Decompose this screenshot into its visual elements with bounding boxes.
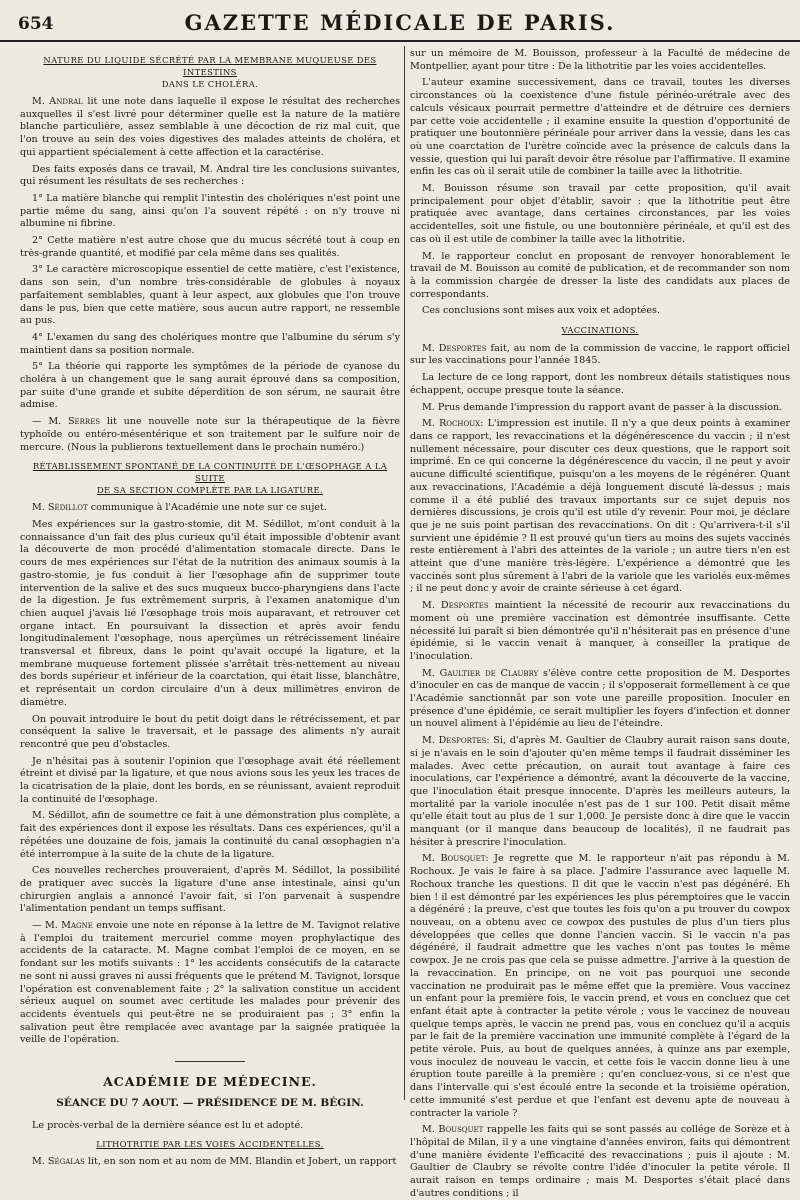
section-heading-oesophage: RÉTABLISSEMENT SPONTANÉ DE LA CONTINUITÉ DE L'ŒSOPHAGE A LA SUITE DE SA SECTION COMPLÈTE PAR LA LIGATURE. — [32, 461, 388, 496]
paragraph: M. Gaultier de Claubry s'élève contre cette proposition de M. Desportes d'inoculer en cas de manque de vaccin ; il s'opposerait formellement à ce que l'Académie sanctionnât par son vote une pareille proposition. Inoculer en présence d'une épidémie, ce serait multiplier les foyers d'infection et donner un nouvel aliment à l'épidémie au lieu de l'éteindre. — [410, 667, 790, 730]
paragraph: Je n'hésitai pas à soutenir l'opinion que l'œsophage avait été réellement étreint et divisé par la ligature, et que nous avions sous les yeux les traces de la cicatrisation de la plaie, dont les bords, en se réunissant, avaient reproduit la continuité de l'œsophage. — [20, 755, 400, 805]
paragraph: 4° L'examen du sang des cholériques montre que l'albumine du sérum s'y maintient dans sa position normale. — [20, 331, 400, 356]
section-rule — [175, 1061, 245, 1062]
paragraph: sur un mémoire de M. Bouisson, professeur à la Faculté de médecine de Montpellier, ayant pour titre : De la lithotritie par les voies accidentelles. — [410, 48, 790, 72]
column-divider — [404, 46, 405, 1100]
academy-title: ACADÉMIE DE MÉDECINE. — [103, 1074, 317, 1090]
paragraph: M. le rapporteur conclut en proposant de renvoyer honorablement le travail de M. Bouisson au comité de publication, et de recommander son nom à la commission chargée de dresser la liste des candidats aux places de correspondants. — [410, 250, 790, 300]
paragraph: M. Bousquet rappelle les faits qui se sont passés au collége de Sorèze et à l'hôpital de Milan, il y a une vingtaine d'années environ, faits qui démontrent d'une manière évidente l'efficacité des revaccinations ; puis il ajoute : M. Gaultier de Claubry se révolte contre l'idée d'inoculer la petite vérole. Il aurait raison en temps ordinaire ; mais M. Desportes s'était placé dans d'autres conditions ; il — [410, 1124, 790, 1199]
journal-title: GAZETTE MÉDICALE DE PARIS. — [184, 10, 616, 35]
paragraph: — M. Magne envoie une note en réponse à la lettre de M. Tavignot relative à l'emploi du traitement mercuriel comme moyen prophylactique des accidents de la cataracte. M. Magne combat l'emploi de ce moyen, en se fondant sur les motifs suivants : 1° les accidents consécutifs de la cataracte ne sont ni aussi graves ni aussi fréquents que le prétend M. Tavignot, lorsque l'opération est convenablement faite ; 2° la salivation constitue un accident sérieux auquel on soumet avec certitude les malades pour prévenir des accidents éventuels qui peut-être ne se produiraient pas ; 3° enfin la salivation peut être remplacée avec avantage par la saignée pratiquée la veille de l'opération. — [20, 920, 400, 1046]
section-heading-vaccinations: VACCINATIONS. — [561, 325, 639, 336]
paragraph: M. Bousquet: Je regrette que M. le rapporteur n'ait pas répondu à M. Rochoux. Je vais le faire à sa place. J'admire l'assurance avec laquelle M. Rochoux tranche les questions. Il dit que le vaccin n'est pas dégénéré. Eh bien ! il est démontré par les expériences les plus péremptoires que le vaccin a dégénéré ; la preuve, c'est que toutes les fois qu'on a pu trouver du cowpox nouveau, on a obtenu avec ce cowpox des pustules de plus d'un tiers plus développées que celles que donne l'ancien vaccin. Si le vaccin n'a pas dégénéré, il faudrait admettre que les vaches n'ont pas toutes le même cowpox. Je ne crois pas que cela se puisse admettre. J'arrive à la question de la revaccination. En principe, on ne voit pas pourquoi une seconde vaccination ne produirait pas le même effet que la première. Vous vaccinez un enfant pour la première fois, le vaccin prend, et vous en concluez que cet enfant était apte à contracter la petite vérole ; vous le vaccinez de nouveau quelque temps après, le vaccin ne prend pas, vous en concluez qu'il a acquis par le fait de la première vaccination une immunité complète à l'égard de la petite vérole. Puis, au bout de quelques années, à quinze ans par exemple, vous inoculez de nouveau le vaccin, et cette fois le vaccin donne lieu à une éruption toute pareille à la première ; qu'en concluez-vous, si ce n'est que dans l'intervalle qui s'est écoulé entre la seconde et la troisième opération, cette immunité s'est perdue et que l'enfant est devenu apte de nouveau à contracter la variole ? — [410, 853, 790, 1119]
paragraph: L'auteur examine successivement, dans ce travail, toutes les diverses circonstances où la coexistence d'une fistule périnéo-urétrale avec des calculs vésicaux pourrait permettre d'atteindre et de détruire ces derniers par cette voie accidentelle ; il examine ensuite la question d'opportunité de pratiquer une boutonnière périnéale pour arriver dans la vessie, dans les cas où une coarctation de l'urètre coïncide avec la présence de calculs dans la vessie, question qui lui paraît devoir être résolue par l'affirmative. Il examine enfin les cas où il serait utile de combiner la taille avec la lithotritie. — [410, 77, 790, 178]
paragraph: M. Desportes: Si, d'après M. Gaultier de Claubry aurait raison sans doute, si je n'avais en le soin d'ajouter qu'en même temps il faudrait disséminer les malades. Avec cette précaution, on aurait tout avantage à faire ces inoculations, car l'expérience a démontré, avant la découverte de la vaccine, que l'inoculation était presque innocente. D'après les meilleurs auteurs, la mortalité par la variole inoculée n'est pas de 1 sur 100. Petit disait même qu'elle était tout au plus de 1 sur 1,000. Je persiste donc à dire que le vaccin manquant (or il manque dans beaucoup de localités), il ne faudrait pas hésiter à prescrire l'inoculation. — [410, 735, 790, 848]
paragraph: 3° Le caractère microscopique essentiel de cette matière, c'est l'existence, dans son sein, d'un nombre très-considérable de globules à noyaux parfaitement semblables, quant à leur aspect, aux globules que l'on trouve dans le pus, bien que cette matière, sous aucun autre rapport, ne ressemble au pus. — [20, 264, 400, 327]
paragraph: Des faits exposés dans ce travail, M. Andral tire les conclusions suivantes, qui résument les résultats de ses recherches : — [20, 163, 400, 188]
paragraph: Le procès-verbal de la dernière séance est lu et adopté. — [32, 1119, 304, 1131]
paragraph: M. Bouisson résume son travail par cette proposition, qu'il avait principalement pour objet d'établir, savoir : que la lithotritie peut être pratiquée avec avantage, dans certaines circonstances, par les voies accidentelles, soit une fistule, ou une boutonnière périnéale, et qu'il est des cas où il est utile de combiner la taille avec la lithotritie. — [410, 183, 790, 245]
paragraph: Ces nouvelles recherches prouveraient, d'après M. Sédillot, la possibilité de pratiquer avec succès la ligature d'une anse intestinale, ainsi qu'un chirurgien anglais a annoncé l'avoir fait, si l'on parvenait à suspendre l'alimentation pendant un temps suffisant. — [20, 865, 400, 915]
paragraph: M. Sédillot communique à l'Académie une note sur ce sujet. — [32, 502, 327, 514]
paragraph: 5° La théorie qui rapporte les symptômes de la période de cyanose du choléra à un changement que le sang aurait éprouvé dans sa composition, par suite d'une grande et subite déperdition de son sérum, ne saurait être admise. — [20, 361, 400, 411]
right-column — [410, 48, 790, 1199]
paragraph: M. Prus demande l'impression du rapport avant de passer à la discussion. — [422, 401, 783, 413]
paragraph: M. Ségalas lit, en son nom et au nom de MM. Blandin et Jobert, un rapport — [32, 1156, 397, 1168]
paragraph: La lecture de ce long rapport, dont les nombreux détails statistiques nous échappent, occupe presque toute la séance. — [410, 372, 790, 396]
page-number: 654 — [18, 14, 54, 34]
section-heading-cholera: NATURE DU LIQUIDE SÉCRÉTÉ PAR LA MEMBRANE MUQUEUSE DES INTESTINS DANS LE CHOLÉRA. — [43, 55, 377, 89]
paragraph: — M. Serres lit une nouvelle note sur la thérapeutique de la fièvre typhoïde ou entéro-mésentérique et son traitement par le sulfure noir de mercure. (Nous la publierons textuellement dans le prochain numéro.) — [20, 416, 400, 453]
seance-heading: SÉANCE DU 7 AOUT. — PRÉSIDENCE DE M. BÉGIN. — [56, 1096, 364, 1109]
paragraph: M. Andral lit une note dans laquelle il expose le résultat des recherches auxquelles il s'est livré pour déterminer quelle est la nature de la matière blanche particulière, assez semblable à une décoction de riz mal cuit, que l'on trouve au sein des voies digestives des malades atteints de choléra, et qui appartient spécialement à cette affection et la caractérise. — [20, 96, 400, 158]
paragraph: M. Rochoux: L'impression est inutile. Il n'y a que deux points à examiner dans ce rapport, les revaccinations et la dégénérescence du vaccin ; il n'est nullement nécessaire, pour discuter ces deux questions, que le rapport soit imprimé. En ce qui concerne la dégénérescence du vaccin, il ne peut y avoir aucune difficulté scientifique, puisqu'on a les moyens de le régénérer. Quant aux revaccinations, l'Académie a déjà longuement discuté là-dessus ; mais comme il a été publié des travaux importants sur ce sujet depuis nos dernières discussions, je crois qu'il est utile d'y revenir. Pour moi, je déclare que je ne suis point partisan des revaccinations. On dit : Qu'arrivera-t-il s'il survient une épidémie ? Il est prouvé qu'un tiers au moins des sujets vaccinés reste entièrement à l'abri des atteintes de la variole ; un autre tiers n'en est atteint que d'une manière très-légère. L'expérience a démontré que les vaccinés sont plus sûrement à l'abri de la variole que les variolés eux-mêmes ; il ne peut donc y avoir de crainte sérieuse à cet égard. — [410, 418, 790, 595]
paragraph: M. Sédillot, afin de soumettre ce fait à une démonstration plus complète, a fait des expériences dont il expose les résultats. Dans ces expériences, qu'il a répétées une douzaine de fois, jamais la continuité du canal œsophagien n'a été interrompue à la suite de la chute de la ligature. — [20, 810, 400, 860]
paragraph: 1° La matière blanche qui remplit l'intestin des cholériques n'est point une partie même du sang, ainsi qu'on l'a souvent répété : on n'y trouve ni albumine ni fibrine. — [20, 192, 400, 230]
paragraph: M. Desportes fait, au nom de la commission de vaccine, le rapport officiel sur les vaccinations pour l'année 1845. — [410, 342, 790, 367]
page-header — [0, 0, 800, 42]
section-heading-lithotritie: LITHOTRITIE PAR LES VOIES ACCIDENTELLES. — [96, 1139, 324, 1150]
paragraph: Ces conclusions sont mises aux voix et adoptées. — [422, 305, 661, 317]
paragraph: Mes expériences sur la gastro-stomie, dit M. Sédillot, m'ont conduit à la connaissance d'un fait des plus curieux qu'il était impossible d'obtenir avant la découverte de mon procédé d'alimentation stomacale directe. Dans le cours de mes expériences sur l'état de la nutrition des animaux soumis à la gastro-stomie, je fus conduit à lier l'œsophage afin de supprimer toute intervention de la salive et des sucs muqueux bucco-pharyngiens dans l'acte de la digestion. Je fus extrêmement surpris, à l'examen anatomique d'un chien auquel j'avais lié l'œsophage trois mois auparavant, et retrouver cet organe intact. En poursuivant la dissection et après avoir fendu longitudinalement l'œsophage, nous aperçûmes un rétrécissement linéaire transversal et fibreux, dans le point qu'avait occupé la ligature, et la membrane muqueuse fortement plissée s'arrêtait très-nettement au niveau des bords supérieur et inférieur de la coarctation, qui était lisse, blanchâtre, et représentait un cordon circulaire d'un à deux millimètres environ de diamètre. — [20, 518, 400, 708]
paragraph: On pouvait introduire le bout du petit doigt dans le rétrécissement, et par conséquent la salive le traversait, et le passage des aliments n'y aurait rencontré que peu d'obstacles. — [20, 713, 400, 750]
left-column — [20, 48, 400, 1168]
paragraph: M. Desportes maintient la nécessité de recourir aux revaccinations du moment où une première vaccination est démontrée insuffisante. Cette nécessité lui paraît si bien démontrée qu'il n'hésiterait pas en présence d'une épidémie, si le vaccin venait à manquer, à conseiller la pratique de l'inoculation. — [410, 600, 790, 662]
paragraph: 2° Cette matière n'est autre chose que du mucus sécrété tout à coup en très-grande quantité, et modifié par cela même dans ses qualités. — [20, 235, 400, 259]
